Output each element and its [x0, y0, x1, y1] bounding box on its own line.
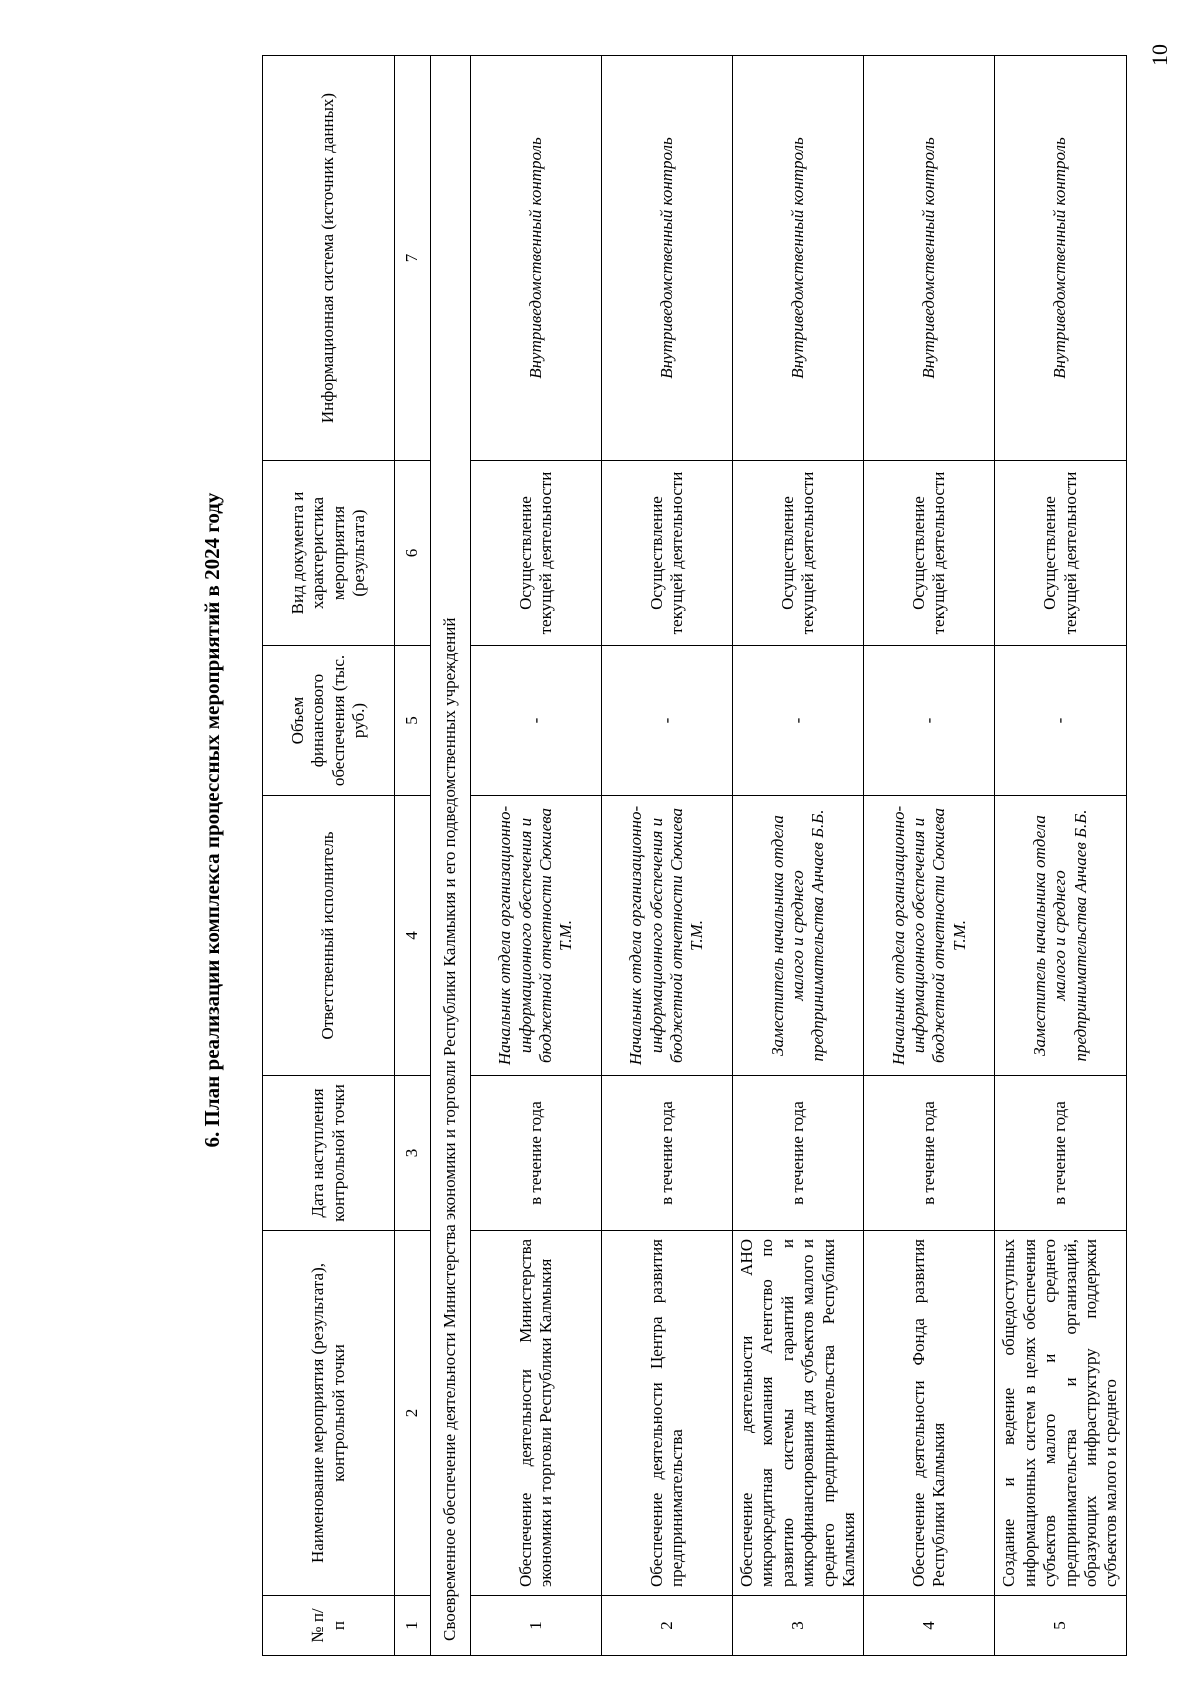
responsible-executor: Начальник отдела организационно-информационного обеспечения и бюджетной отчетности Сюкиева Т.М.	[864, 796, 995, 1076]
document-type: Осуществление текущей деятельности	[995, 461, 1126, 646]
plan-table	[262, 55, 1127, 1656]
section-row	[431, 56, 471, 1656]
document-type: Осуществление текущей деятельности	[733, 461, 864, 646]
header-row	[263, 56, 395, 1656]
header-date: Дата наступления контрольной точки	[263, 1076, 395, 1231]
responsible-executor: Заместитель начальника отдела малого и среднего предпринимательства Анчаев Б.Б.	[733, 796, 864, 1076]
column-number: 1	[395, 1596, 431, 1656]
header-info-system: Информационная система (источник данных)	[263, 56, 395, 461]
document-type: Осуществление текущей деятельности	[471, 461, 602, 646]
row-number: 2	[602, 1596, 733, 1656]
control-date: в течение года	[733, 1076, 864, 1231]
column-number: 6	[395, 461, 431, 646]
column-number: 5	[395, 646, 431, 796]
section-title: Своевременное обеспечение деятельности Министерства экономики и торговли Республики Калмыкия и его подведомственных учреждений	[431, 56, 471, 1656]
document-title: 6. План реализации комплекса процессных мероприятий в 2024 году	[199, 492, 224, 1148]
header-doc-type: Вид документа и характеристика мероприятия (результата)	[263, 461, 395, 646]
table-wrapper	[262, 56, 1124, 1656]
funding-amount: -	[471, 646, 602, 796]
column-number: 7	[395, 56, 431, 461]
info-system: Внутриведомственный контроль	[733, 56, 864, 461]
funding-amount: -	[995, 646, 1126, 796]
info-system: Внутриведомственный контроль	[864, 56, 995, 461]
row-number: 4	[864, 1596, 995, 1656]
event-name: Обеспечение деятельности Фонда развития Республики Калмыкия	[864, 1231, 995, 1596]
event-name: Обеспечение деятельности Центра развития предпринимательства	[602, 1231, 733, 1596]
control-date: в течение года	[602, 1076, 733, 1231]
event-name: Обеспечение деятельности АНО микрокредитная компания Агентство по развитию системы гарантий и микрофинансирования для субъектов малого и среднего предпринимательства Республики Калмыкия	[733, 1231, 864, 1596]
row-number: 3	[733, 1596, 864, 1656]
control-date: в течение года	[471, 1076, 602, 1231]
table-row	[995, 56, 1126, 1656]
header-num: № п/п	[263, 1596, 395, 1656]
table-row	[864, 56, 995, 1656]
header-funding: Объем финансового обеспечения (тыс. руб.)	[263, 646, 395, 796]
event-name: Создание и ведение общедоступных информационных систем в целях обеспечения субъектов малого и среднего предпринимательства и организаций, образующих инфраструктуру поддержки субъектов малого и среднего	[995, 1231, 1126, 1596]
control-date: в течение года	[864, 1076, 995, 1231]
responsible-executor: Начальник отдела организационно-информационного обеспечения и бюджетной отчетности Сюкиева Т.М.	[602, 796, 733, 1076]
row-number: 5	[995, 1596, 1126, 1656]
document-type: Осуществление текущей деятельности	[864, 461, 995, 646]
table-row	[602, 56, 733, 1656]
column-number: 3	[395, 1076, 431, 1231]
column-number-row	[395, 56, 431, 1656]
row-number: 1	[471, 1596, 602, 1656]
funding-amount: -	[602, 646, 733, 796]
document-type: Осуществление текущей деятельности	[602, 461, 733, 646]
info-system: Внутриведомственный контроль	[602, 56, 733, 461]
responsible-executor: Начальник отдела организационно-информационного обеспечения и бюджетной отчетности Сюкиева Т.М.	[471, 796, 602, 1076]
table-row	[733, 56, 864, 1656]
responsible-executor: Заместитель начальника отдела малого и среднего предпринимательства Анчаев Б.Б.	[995, 796, 1126, 1076]
page-number: 10	[1147, 44, 1172, 66]
table-row	[471, 56, 602, 1656]
header-executor: Ответственный исполнитель	[263, 796, 395, 1076]
header-name: Наименование мероприятия (результата), контрольной точки	[263, 1231, 395, 1596]
info-system: Внутриведомственный контроль	[995, 56, 1126, 461]
event-name: Обеспечение деятельности Министерства экономики и торговли Республики Калмыкия	[471, 1231, 602, 1596]
table-rotated	[262, 56, 1124, 1656]
column-number: 2	[395, 1231, 431, 1596]
funding-amount: -	[864, 646, 995, 796]
info-system: Внутриведомственный контроль	[471, 56, 602, 461]
funding-amount: -	[733, 646, 864, 796]
column-number: 4	[395, 796, 431, 1076]
control-date: в течение года	[995, 1076, 1126, 1231]
